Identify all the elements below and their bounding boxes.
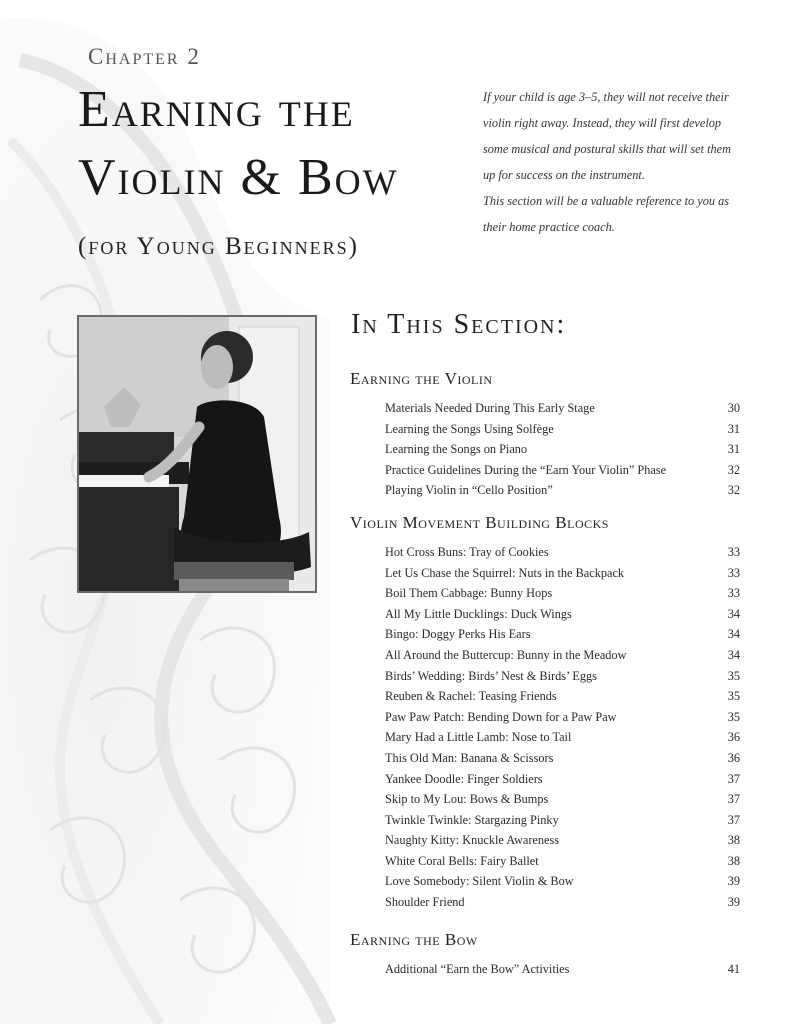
toc-heading: Earning the Bow (350, 929, 478, 949)
toc-entry-page: 30 (727, 401, 740, 415)
toc-entry-page: 39 (727, 874, 740, 889)
toc-entry-page: 31 (727, 442, 740, 457)
toc-entry-label: Birds’ Wedding: Birds’ Nest & Birds’ Eggs (385, 668, 597, 683)
toc-entry-page: 33 (727, 544, 740, 559)
toc-entry (350, 748, 740, 769)
toc-entry (350, 419, 740, 440)
toc-entry (350, 460, 740, 481)
toc-entry (350, 810, 740, 831)
toc-entry-label: Learning the Songs on Piano (385, 442, 528, 457)
toc-entry-page: 35 (727, 709, 740, 724)
toc-entry-page: 41 (727, 961, 740, 976)
toc-entry-label: Hot Cross Buns: Tray of Cookies (385, 544, 549, 559)
chapter-subtitle: (for Young Beginners) (78, 233, 359, 260)
toc-entry (350, 398, 740, 419)
toc-entry (350, 563, 740, 584)
toc-entry-page: 34 (727, 627, 740, 642)
toc-entry (350, 892, 740, 913)
toc-entry-label: This Old Man: Banana & Scissors (385, 750, 554, 765)
intro-text (483, 84, 733, 240)
toc-entry-page: 34 (727, 647, 740, 662)
toc-entry-page: 32 (727, 462, 740, 477)
toc-entry-page: 39 (727, 895, 740, 910)
toc-entry-page: 38 (727, 853, 740, 868)
toc-entry-label: Playing Violin in “Cello Position” (385, 483, 553, 498)
toc-entry-page: 35 (727, 689, 740, 704)
toc-entry (350, 624, 740, 645)
toc-entry-page: 36 (727, 750, 740, 765)
toc-entry-page: 32 (727, 483, 740, 498)
toc-entry (350, 604, 740, 625)
toc-entry (350, 666, 740, 687)
toc-entry-page: 37 (727, 812, 740, 827)
photo-illustration (79, 317, 315, 591)
toc-entry-label: Boil Them Cabbage: Bunny Hops (385, 586, 553, 601)
chapter-title-line-2: Violin & Bow (78, 149, 399, 206)
chapter-title-line-1: Earning the (78, 81, 355, 138)
intro-paragraph-1: If your child is age 3–5, they will not receive their violin right away. Instead, they will first develop some musical and postural skills that will set them up for success on the instrument. (483, 90, 731, 182)
toc-entry (350, 542, 740, 563)
toc-entry-label: White Coral Bells: Fairy Ballet (385, 853, 539, 868)
toc-entry-page: 36 (727, 730, 740, 745)
toc-entry (350, 871, 740, 892)
toc-entry (350, 645, 740, 666)
toc-entry-label: Bingo: Doggy Perks His Ears (385, 627, 531, 642)
toc-entry-label: Additional “Earn the Bow” Activities (385, 961, 570, 976)
toc-entry-label: Yankee Doodle: Finger Soldiers (385, 771, 543, 786)
toc-entry (350, 583, 740, 604)
toc-entry-label: Skip to My Lou: Bows & Bumps (385, 792, 549, 807)
toc-heading: Violin Movement Building Blocks (350, 512, 609, 532)
toc-entry-page: 37 (727, 792, 740, 807)
toc-entry-label: Paw Paw Patch: Bending Down for a Paw Paw (385, 709, 617, 724)
toc-entry (350, 707, 740, 728)
intro-paragraph-2: This section will be a valuable reference to you as their home practice coach. (483, 194, 730, 234)
in-this-section-heading: In This Section: (351, 309, 567, 340)
chapter-title (78, 76, 399, 212)
toc-entry-label: Twinkle Twinkle: Stargazing Pinky (385, 812, 559, 827)
toc-entry (350, 769, 740, 790)
toc-entry-page: 31 (727, 421, 740, 436)
toc-entry-label: Reuben & Rachel: Teasing Friends (385, 689, 557, 704)
toc-group-movement-blocks (350, 510, 740, 913)
toc-entry-label: Naughty Kitty: Knuckle Awareness (385, 833, 560, 848)
toc-entry-page: 34 (727, 606, 740, 621)
toc-entry-page: 35 (727, 668, 740, 683)
toc-entry (350, 727, 740, 748)
toc-entry-page: 38 (727, 833, 740, 848)
toc-entry-label: Love Somebody: Silent Violin & Bow (385, 874, 574, 889)
toc-entry-page: 37 (727, 771, 740, 786)
toc-entry (350, 439, 740, 460)
toc-entry-label: Practice Guidelines During the “Earn Your Violin” Phase (385, 462, 667, 477)
toc-entry (350, 959, 740, 980)
toc-entry (350, 789, 740, 810)
toc-entry-label: Learning the Songs Using Solfège (385, 421, 554, 436)
toc-entry-label: All My Little Ducklings: Duck Wings (385, 606, 572, 621)
toc-entry-label: Mary Had a Little Lamb: Nose to Tail (385, 730, 572, 745)
toc-entry (350, 851, 740, 872)
chapter-label: Chapter 2 (88, 44, 201, 69)
toc-group-earning-violin (350, 366, 740, 501)
toc-group-earning-bow (350, 927, 740, 980)
toc-entry-label: Materials Needed During This Early Stage (385, 401, 595, 415)
table-of-contents (350, 366, 740, 979)
toc-entry-page: 33 (727, 565, 740, 580)
child-at-piano-photo (77, 315, 317, 593)
toc-heading: Earning the Violin (350, 369, 493, 388)
toc-entry-label: Let Us Chase the Squirrel: Nuts in the Backpack (385, 565, 625, 580)
toc-entry (350, 686, 740, 707)
toc-entry-page: 33 (727, 586, 740, 601)
toc-entry-label: All Around the Buttercup: Bunny in the Meadow (385, 647, 627, 662)
toc-entry-label: Shoulder Friend (385, 895, 465, 910)
toc-entry (350, 830, 740, 851)
toc-entry (350, 480, 740, 501)
